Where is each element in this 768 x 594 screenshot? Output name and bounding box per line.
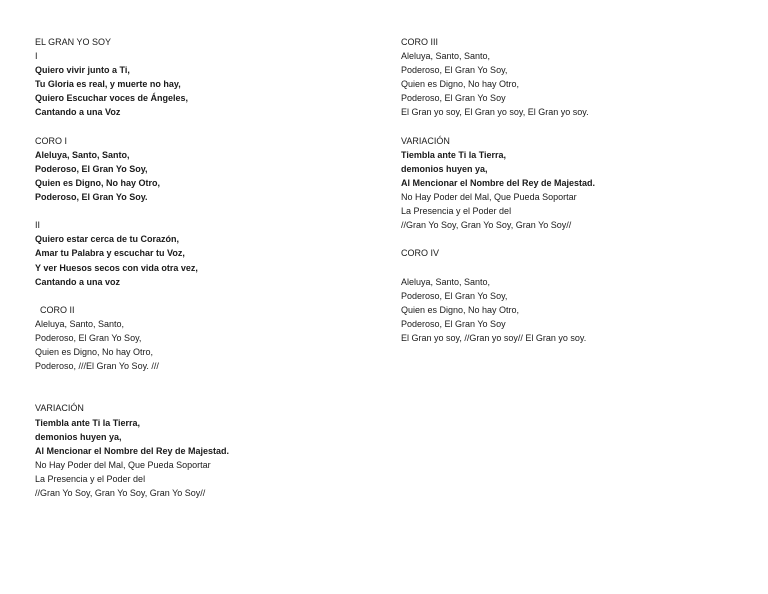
coro-3-line: Poderoso, El Gran Yo Soy	[401, 93, 506, 104]
coro-4-line: Poderoso, El Gran Yo Soy,	[401, 290, 508, 301]
coro-2-line: Poderoso, ///El Gran Yo Soy. ///	[35, 361, 159, 372]
coro-1-line: Poderoso, El Gran Yo Soy.	[35, 192, 148, 203]
variacion-bold-line: Tiembla ante Ti la Tierra,	[401, 149, 507, 160]
variacion-line: //Gran Yo Soy, Gran Yo Soy, Gran Yo Soy//	[35, 488, 206, 498]
verse-1-line: Cantando a una Voz	[35, 107, 121, 118]
coro-2-line: Quien es Digno, No hay Otro,	[35, 347, 154, 358]
variacion-label: VARIACIÓN	[35, 403, 84, 414]
verse-1-line: Quiero vivir junto a Ti,	[35, 65, 130, 76]
variacion-line: No Hay Poder del Mal, Que Pueda Soportar	[401, 192, 577, 203]
coro-4-line: El Gran yo soy, //Gran yo soy// El Gran yo soy.	[401, 332, 587, 343]
coro-4-line: Quien es Digno, No hay Otro,	[401, 304, 520, 315]
coro-4-line: Poderoso, El Gran Yo Soy	[401, 318, 506, 329]
coro-1-line: Aleluya, Santo, Santo,	[35, 149, 130, 160]
left-column	[35, 35, 355, 500]
coro-2-line: Aleluya, Santo, Santo,	[35, 318, 125, 329]
variacion-line: //Gran Yo Soy, Gran Yo Soy, Gran Yo Soy//	[401, 220, 572, 231]
variacion-bold-line: demonios huyen ya,	[35, 431, 122, 442]
coro-3-line: El Gran yo soy, El Gran yo soy, El Gran yo soy.	[401, 107, 589, 118]
coro-2-label: CORO II	[40, 304, 75, 315]
coro-1-label: CORO I	[35, 135, 68, 146]
right-column	[401, 35, 741, 345]
verse-2-line: Quiero estar cerca de tu Corazón,	[35, 234, 180, 245]
verse-2-label: II	[35, 220, 41, 231]
song-title: EL GRAN YO SOY	[35, 37, 112, 47]
coro-4-line: Aleluya, Santo, Santo,	[401, 276, 491, 287]
verse-2-line: Amar tu Palabra y escuchar tu Voz,	[35, 248, 185, 259]
variacion-line: La Presencia y el Poder del	[401, 206, 512, 217]
variacion-bold-line: Al Mencionar el Nombre del Rey de Majestad.	[35, 445, 230, 456]
coro-3-line: Aleluya, Santo, Santo,	[401, 51, 491, 62]
verse-1-line: Quiero Escuchar voces de Ángeles,	[35, 93, 189, 104]
coro-3-line: Poderoso, El Gran Yo Soy,	[401, 65, 508, 76]
verse-1-line: Tu Gloria es real, y muerte no hay,	[35, 79, 181, 90]
variacion-bold-line: demonios huyen ya,	[401, 163, 488, 174]
coro-4-label: CORO IV	[401, 248, 440, 259]
variacion-label: VARIACIÓN	[401, 135, 450, 146]
verse-2-line: Cantando a una voz	[35, 276, 121, 287]
coro-1-line: Quien es Digno, No hay Otro,	[35, 177, 161, 188]
variacion-line: No Hay Poder del Mal, Que Pueda Soportar	[35, 459, 211, 470]
variacion-bold-line: Tiembla ante Ti la Tierra,	[35, 417, 141, 428]
coro-3-line: Quien es Digno, No hay Otro,	[401, 79, 520, 90]
coro-1-line: Poderoso, El Gran Yo Soy,	[35, 163, 148, 174]
coro-3-label: CORO III	[401, 37, 439, 47]
verse-2-line: Y ver Huesos secos con vida otra vez,	[35, 262, 198, 273]
variacion-bold-line: Al Mencionar el Nombre del Rey de Majestad.	[401, 177, 596, 188]
variacion-line: La Presencia y el Poder del	[35, 473, 146, 484]
coro-2-line: Poderoso, El Gran Yo Soy,	[35, 332, 142, 343]
verse-1-label: I	[35, 51, 38, 62]
